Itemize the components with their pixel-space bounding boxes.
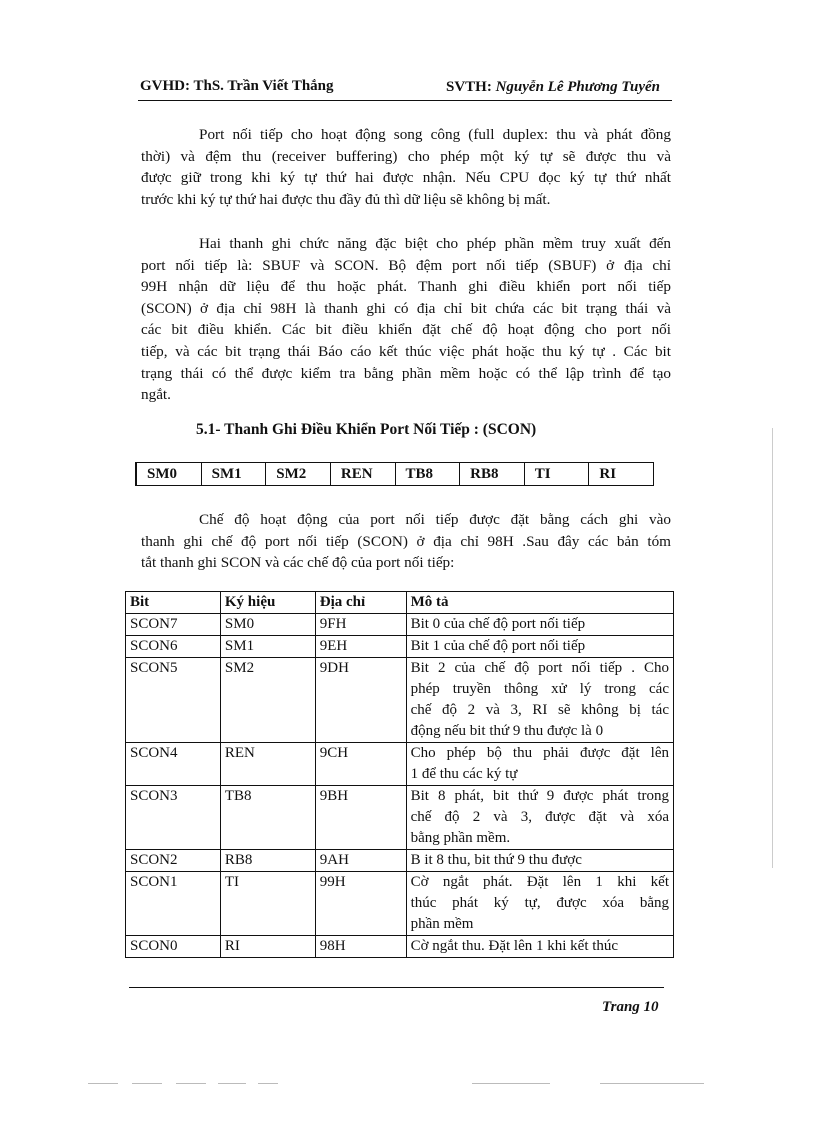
description-line: chế độ 2 và 3, RI sẽ không bị tác: [410, 702, 669, 718]
paragraph-line: ngắt.: [141, 386, 171, 404]
scon-table: [125, 591, 674, 958]
paragraph-line: Chế độ hoạt động của port nối tiếp được đặt bằng cách ghi vào: [199, 511, 671, 528]
paragraph-line: thời) và đệm thu (receiver buffering) cho phép một ký tự sẽ được thu và: [141, 147, 671, 165]
col-header-description: Mô tả: [406, 592, 673, 614]
paragraph-line: trạng thái có thể được kiểm tra bằng phần mềm hoặc có thể lập trình để tạo: [141, 364, 671, 382]
cell-description: [406, 743, 673, 786]
description-line: Bit 8 phát, bit thứ 9 được phát trong: [410, 788, 669, 804]
paragraph-line: Hai thanh ghi chức năng đặc biệt cho phép phần mềm truy xuất đến: [199, 235, 671, 252]
description-line: Bit 1 của chế độ port nối tiếp: [410, 638, 586, 654]
cell-description: [406, 786, 673, 850]
description-line: phép truyền thông xử lý trong các: [410, 681, 669, 697]
col-header-symbol: Ký hiệu: [220, 592, 315, 614]
description-line: B it 8 thu, bit thứ 9 thu được: [410, 852, 582, 868]
page-number: Trang 10: [602, 999, 659, 1015]
cell-address: 99H: [315, 872, 406, 936]
paragraph-line: thanh ghi chế độ port nối tiếp (SCON) ở địa chỉ 98H .Sau đây các bản tóm: [141, 532, 671, 550]
paragraph-line: trước khi ký tự thứ hai được thu đầy đủ thì dữ liệu sẽ không bị mất.: [141, 190, 551, 208]
description-line: Cho phép bộ thu phải được đặt lên: [410, 745, 669, 761]
header-student-label: SVTH:: [446, 79, 492, 95]
register-bit-cell: TB8: [396, 463, 461, 485]
table-row: [126, 872, 674, 936]
col-header-bit: Bit: [126, 592, 221, 614]
table-row: [126, 743, 674, 786]
cell-bit: SCON6: [126, 636, 221, 658]
cell-description: [406, 658, 673, 743]
cell-description: [406, 936, 673, 958]
scan-artifact-dash: [218, 1083, 246, 1084]
scan-artifact-dash: [600, 1083, 704, 1084]
description-line: Bit 0 của chế độ port nối tiếp: [410, 616, 586, 632]
paragraph-registers: [141, 233, 671, 406]
scan-artifact-line: [772, 428, 773, 868]
cell-address: 9BH: [315, 786, 406, 850]
header-rule: [138, 100, 672, 101]
table-row: [126, 636, 674, 658]
description-line: bằng phần mềm.: [410, 830, 511, 846]
description-line: phần mềm: [410, 916, 474, 932]
description-line: Cờ ngắt thu. Đặt lên 1 khi kết thúc: [410, 938, 619, 954]
cell-symbol: REN: [220, 743, 315, 786]
cell-address: 98H: [315, 936, 406, 958]
register-bit-cell: SM1: [202, 463, 267, 485]
cell-address: 9CH: [315, 743, 406, 786]
paragraph-line: tắt thanh ghi SCON và các chế độ của port nối tiếp:: [141, 554, 455, 572]
col-header-address: Địa chỉ: [315, 592, 406, 614]
scon-register-diagram: [135, 462, 654, 486]
paragraph-line: tiếp, và các bit trạng thái Báo cáo kết thúc việc phát hoặc thu ký tự . Các bit: [141, 342, 671, 360]
paragraph-line: port nối tiếp là: SBUF và SCON. Bộ đệm port nối tiếp (SBUF) ở địa chỉ: [141, 256, 671, 274]
cell-symbol: SM2: [220, 658, 315, 743]
scan-artifact-dash: [88, 1083, 118, 1084]
paragraph-intro: [141, 124, 671, 210]
cell-symbol: RI: [220, 936, 315, 958]
register-bit-cell: RB8: [460, 463, 525, 485]
description-line: Bit 2 của chế độ port nối tiếp . Cho: [410, 660, 669, 676]
paragraph-line: (SCON) ở địa chỉ 98H là thanh ghi có địa chỉ bit chứa các bit trạng thái và: [141, 299, 671, 317]
cell-bit: SCON2: [126, 850, 221, 872]
description-line: thúc phát ký tự, được xóa bằng: [410, 895, 669, 911]
cell-description: [406, 636, 673, 658]
scan-artifact-dash: [132, 1083, 162, 1084]
scan-artifact-dash: [472, 1083, 550, 1084]
cell-symbol: SM1: [220, 636, 315, 658]
cell-address: 9EH: [315, 636, 406, 658]
cell-symbol: SM0: [220, 614, 315, 636]
table-row: [126, 658, 674, 743]
register-bit-cell: REN: [331, 463, 396, 485]
cell-bit: SCON3: [126, 786, 221, 850]
footer-rule: [129, 987, 664, 988]
cell-description: [406, 872, 673, 936]
table-row: [126, 786, 674, 850]
cell-address: 9FH: [315, 614, 406, 636]
paragraph-line: 99H nhận dữ liệu để thu hoặc phát. Thanh ghi điều khiển port nối tiếp: [141, 278, 671, 296]
table-row: [126, 936, 674, 958]
scan-artifact-dash: [176, 1083, 206, 1084]
cell-bit: SCON5: [126, 658, 221, 743]
header-student: [446, 79, 660, 96]
section-heading: 5.1- Thanh Ghi Điều Khiển Port Nối Tiếp : (SCON): [196, 421, 537, 438]
register-bit-cell: SM0: [137, 463, 202, 485]
cell-bit: SCON0: [126, 936, 221, 958]
cell-address: 9DH: [315, 658, 406, 743]
paragraph-line: được giữ trong khi ký tự thứ hai được nhận. Nếu CPU đọc ký tự thứ nhất: [141, 169, 671, 187]
paragraph-mode: [141, 509, 671, 574]
paragraph-line: Port nối tiếp cho hoạt động song công (full duplex: thu và phát đồng: [199, 126, 671, 143]
cell-bit: SCON4: [126, 743, 221, 786]
cell-symbol: RB8: [220, 850, 315, 872]
cell-address: 9AH: [315, 850, 406, 872]
cell-description: [406, 850, 673, 872]
cell-symbol: TB8: [220, 786, 315, 850]
cell-symbol: TI: [220, 872, 315, 936]
description-line: chế độ 2 và 3, được đặt và xóa: [410, 809, 669, 825]
table-row: [126, 614, 674, 636]
register-bit-cell: RI: [599, 466, 617, 482]
description-line: 1 để thu các ký tự: [410, 766, 518, 782]
scan-artifact-dash: [258, 1083, 278, 1084]
register-bit-cell: TI: [525, 463, 590, 485]
header-advisor: GVHD: ThS. Trần Viết Thắng: [140, 78, 334, 94]
table-row: [126, 850, 674, 872]
cell-bit: SCON1: [126, 872, 221, 936]
table-header-row: [126, 592, 674, 614]
header-student-name: Nguyễn Lê Phương Tuyến: [495, 79, 660, 95]
description-line: Cờ ngắt phát. Đặt lên 1 khi kết: [410, 874, 669, 890]
cell-description: [406, 614, 673, 636]
paragraph-line: các bit điều khiển. Các bit điều khiển đặt chế độ hoạt động cho port nối: [141, 321, 671, 339]
register-bit-cell: SM2: [266, 463, 331, 485]
cell-bit: SCON7: [126, 614, 221, 636]
description-line: động nếu bit thứ 9 thu được là 0: [410, 723, 604, 739]
